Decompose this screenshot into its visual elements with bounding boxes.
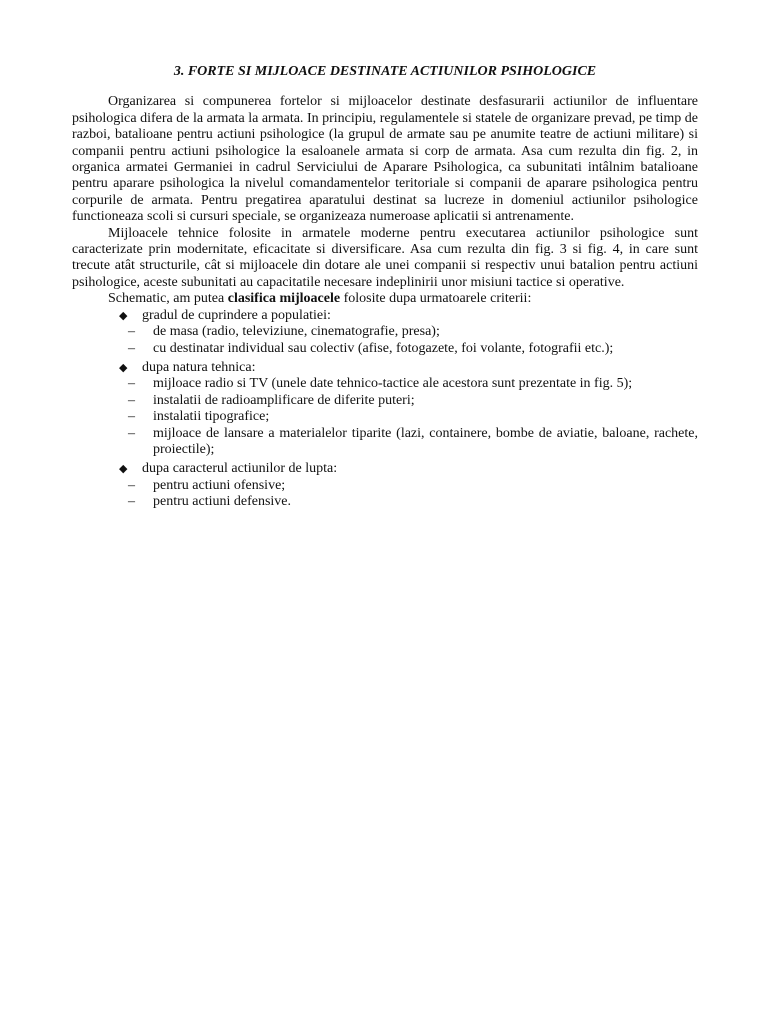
dash-bullet-icon: – — [128, 376, 135, 392]
criteria-label: dupa natura tehnica: — [142, 359, 256, 375]
list-item — [72, 393, 698, 409]
schematic-text-bold: clasifica mijloacele — [227, 291, 341, 307]
list-item — [72, 324, 698, 340]
list-item — [72, 341, 698, 357]
list-item-text: mijloace radio si TV (unele date tehnico-tactice ale acestora sunt prezentate in fig. 5); — [153, 376, 633, 392]
list-item — [72, 376, 698, 392]
list-item — [72, 494, 698, 510]
schematic-text-before: Schematic, am putea — [108, 291, 228, 307]
diamond-bullet-icon: ◆ — [119, 463, 128, 476]
list-item — [72, 478, 698, 494]
criteria-heading — [72, 461, 698, 477]
list-item-text: instalatii tipografice; — [153, 409, 270, 425]
schematic-text-after: folosite dupa urmatoarele criterii: — [340, 291, 532, 307]
criteria-group-combat — [72, 461, 698, 510]
dash-bullet-icon: – — [128, 477, 135, 493]
dash-bullet-icon: – — [128, 409, 135, 425]
dash-bullet-icon: – — [128, 340, 135, 356]
list-item — [72, 426, 698, 459]
list-item-text: cu destinatar individual sau colectiv (afise, fotogazete, foi volante, fotografii etc.); — [153, 340, 614, 356]
dash-bullet-icon: – — [128, 392, 135, 408]
list-item-text: pentru actiuni defensive. — [153, 494, 292, 510]
paragraph-technical-means: Mijloacele tehnice folosite in armatele moderne pentru executarea actiunilor psihologice sunt caracterizate prin modernitate, eficacitate si diversificare. Asa cum rezulta din fig. 3 si fig. 4, in care sunt trecute atât structurile, cât si mijloacele din dotare ale unei companii si respectiv unui batalion pentru actiuni psihologice, aceste subunitati au capacitatile necesare indeplinirii unor misiuni tactice si operative. — [72, 225, 698, 290]
list-item — [72, 409, 698, 425]
paragraph-schematic — [72, 291, 698, 307]
list-item-text: mijloace de lansare a materialelor tiparite (lazi, containere, bombe de aviatie, baloane, rachete, proiectile); — [153, 425, 698, 457]
list-item-text: pentru actiuni ofensive; — [153, 477, 286, 493]
page-content — [72, 64, 698, 511]
criteria-label: gradul de cuprindere a populatiei: — [142, 307, 331, 323]
dash-bullet-icon: – — [128, 324, 135, 340]
criteria-group-technical — [72, 360, 698, 458]
dash-bullet-icon: – — [128, 425, 135, 441]
diamond-bullet-icon: ◆ — [119, 361, 128, 374]
section-title: 3. FORTE SI MIJLOACE DESTINATE ACTIUNILOR PSIHOLOGICE — [173, 64, 597, 79]
list-item-text: instalatii de radioamplificare de diferite puteri; — [153, 392, 415, 408]
criteria-label: dupa caracterul actiunilor de lupta: — [142, 461, 338, 477]
diamond-bullet-icon: ◆ — [119, 309, 128, 322]
criteria-heading — [72, 308, 698, 324]
criteria-group-population — [72, 308, 698, 357]
dash-bullet-icon: – — [128, 494, 135, 510]
paragraph-organization: Organizarea si compunerea fortelor si mijloacelor destinate desfasurarii actiunilor de influentare psihologica difera de la armata la armata. In principiu, regulamentele si statele de organizare prevad, pe timp de razboi, batalioane pentru actiuni psihologice (la grupul de armate sau pe anumite teatre de actiuni militare) si companii pentru actiuni psihologice la esaloanele armata si corp de armata. Asa cum rezulta din fig. 2, in organica armatei Germaniei in cadrul Serviciului de Aparare Psihologica, ca subunitati intâlnim batalioane pentru aparare psihologica la nivelul comandamentelor teritoriale si companii de aparare psihologica pentru corpurile de armata. Pentru pregatirea aparatului destinat sa lucreze in domeniul actiunilor psihologice functioneaza scoli si cursuri speciale, se organizeaza numeroase aplicatii si antrenamente. — [72, 94, 698, 225]
list-item-text: de masa (radio, televiziune, cinematografie, presa); — [153, 324, 440, 340]
criteria-heading — [72, 360, 698, 376]
